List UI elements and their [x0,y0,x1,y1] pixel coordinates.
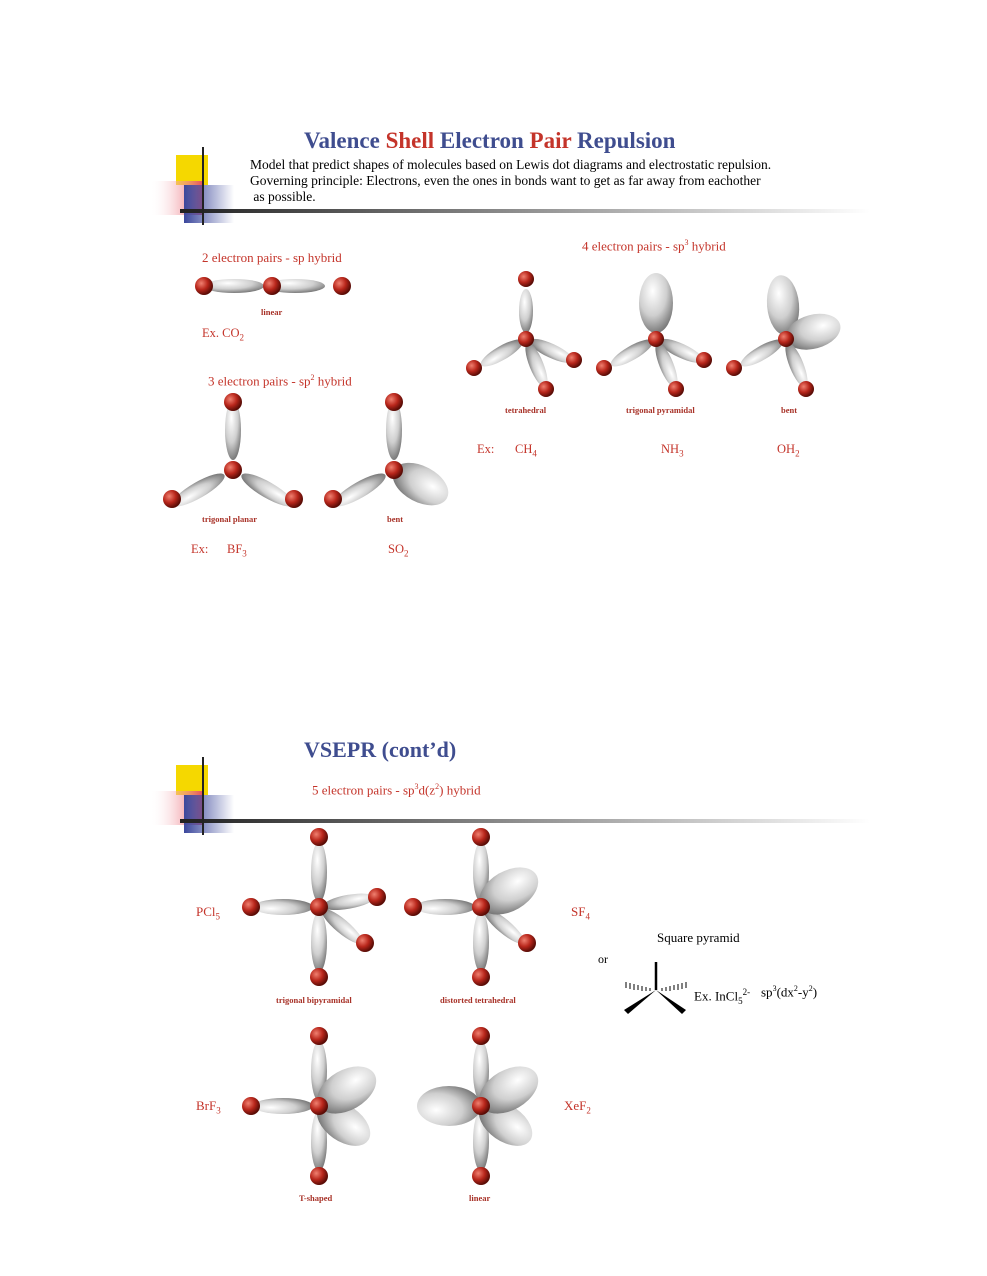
trigonal-planar-molecule [160,390,310,510]
description-line-3: as possible. [250,189,316,204]
ch4-example: $CH_4$ [515,442,537,459]
bent-sp2-caption: bent [387,514,404,524]
xef2-linear-caption: linear [469,1193,491,1203]
incl5-example: Ex. InCl$_5^{2-}$ [694,987,751,1006]
tetrahedral-caption: tetrahedral [505,405,547,415]
brf3-label: BrF$_3$ [196,1098,221,1116]
bent-sp2-molecule [320,390,460,515]
description-line-2: Governing principle: Electrons, even the ones in bonds want to get as far away from eachother [250,173,761,188]
pcl5-label: PCl$_5$ [196,904,221,922]
vsepr-cont-title: VSEPR (cont’d) [304,737,457,762]
bent-sp3-caption: bent [781,405,798,415]
or-label: or [598,952,608,966]
nh3-example: $NH_3$ [661,442,684,459]
t-shaped-molecule [238,1025,398,1190]
xef2-label: XeF$_2$ [564,1098,591,1116]
so2-example: $SO_2$ [388,542,409,559]
sf4-label: $SF_4$ [571,904,590,922]
three-pairs-heading: 3 electron pairs - $sp^2$ hybrid [208,373,352,389]
trigonal-planar-caption: trigonal planar [202,514,258,524]
sp3dx2y2-hybrid: $sp^3(dx^2-y^2)$ [761,984,818,1000]
two-pairs-heading: 2 electron pairs - sp hybrid [202,250,342,265]
square-pyramid-sketch [620,960,692,1016]
xef2-linear-molecule [400,1025,560,1190]
four-pairs-ex-label: Ex: [477,442,495,456]
linear-molecule [190,270,360,304]
linear-caption: linear [261,307,283,317]
bf3-example: $BF_3$ [227,542,247,559]
co2-example: Ex. $CO_2$ [202,326,244,343]
square-pyramid-label: Square pyramid [657,930,740,945]
description-line-1: Model that predict shapes of molecules based on Lewis dot diagrams and electrostatic repulsion. [250,157,772,172]
five-pairs-heading: 5 electron pairs - $sp^3d(z^2)$ hybrid [312,782,481,798]
four-pairs-heading: 4 electron pairs - $sp^3$ hybrid [582,238,726,254]
distorted-tetrahedral-molecule [400,826,560,991]
trigonal-pyramidal-caption: trigonal pyramidal [626,405,695,415]
trigonal-bipyramidal-molecule [238,826,398,991]
bent-sp3-molecule [722,265,852,405]
trigonal-bipyramidal-caption: trigonal bipyramidal [276,995,352,1005]
three-pairs-ex-label: Ex: [191,542,209,556]
tetrahedral-molecule [462,265,592,405]
t-shaped-caption: T-shaped [299,1193,333,1203]
trigonal-pyramidal-molecule [592,265,722,405]
distorted-tetrahedral-caption: distorted tetrahedral [440,995,516,1005]
page-title: Valence Shell Electron Pair Repulsion [304,128,676,153]
oh2-example: $OH_2$ [777,442,800,459]
